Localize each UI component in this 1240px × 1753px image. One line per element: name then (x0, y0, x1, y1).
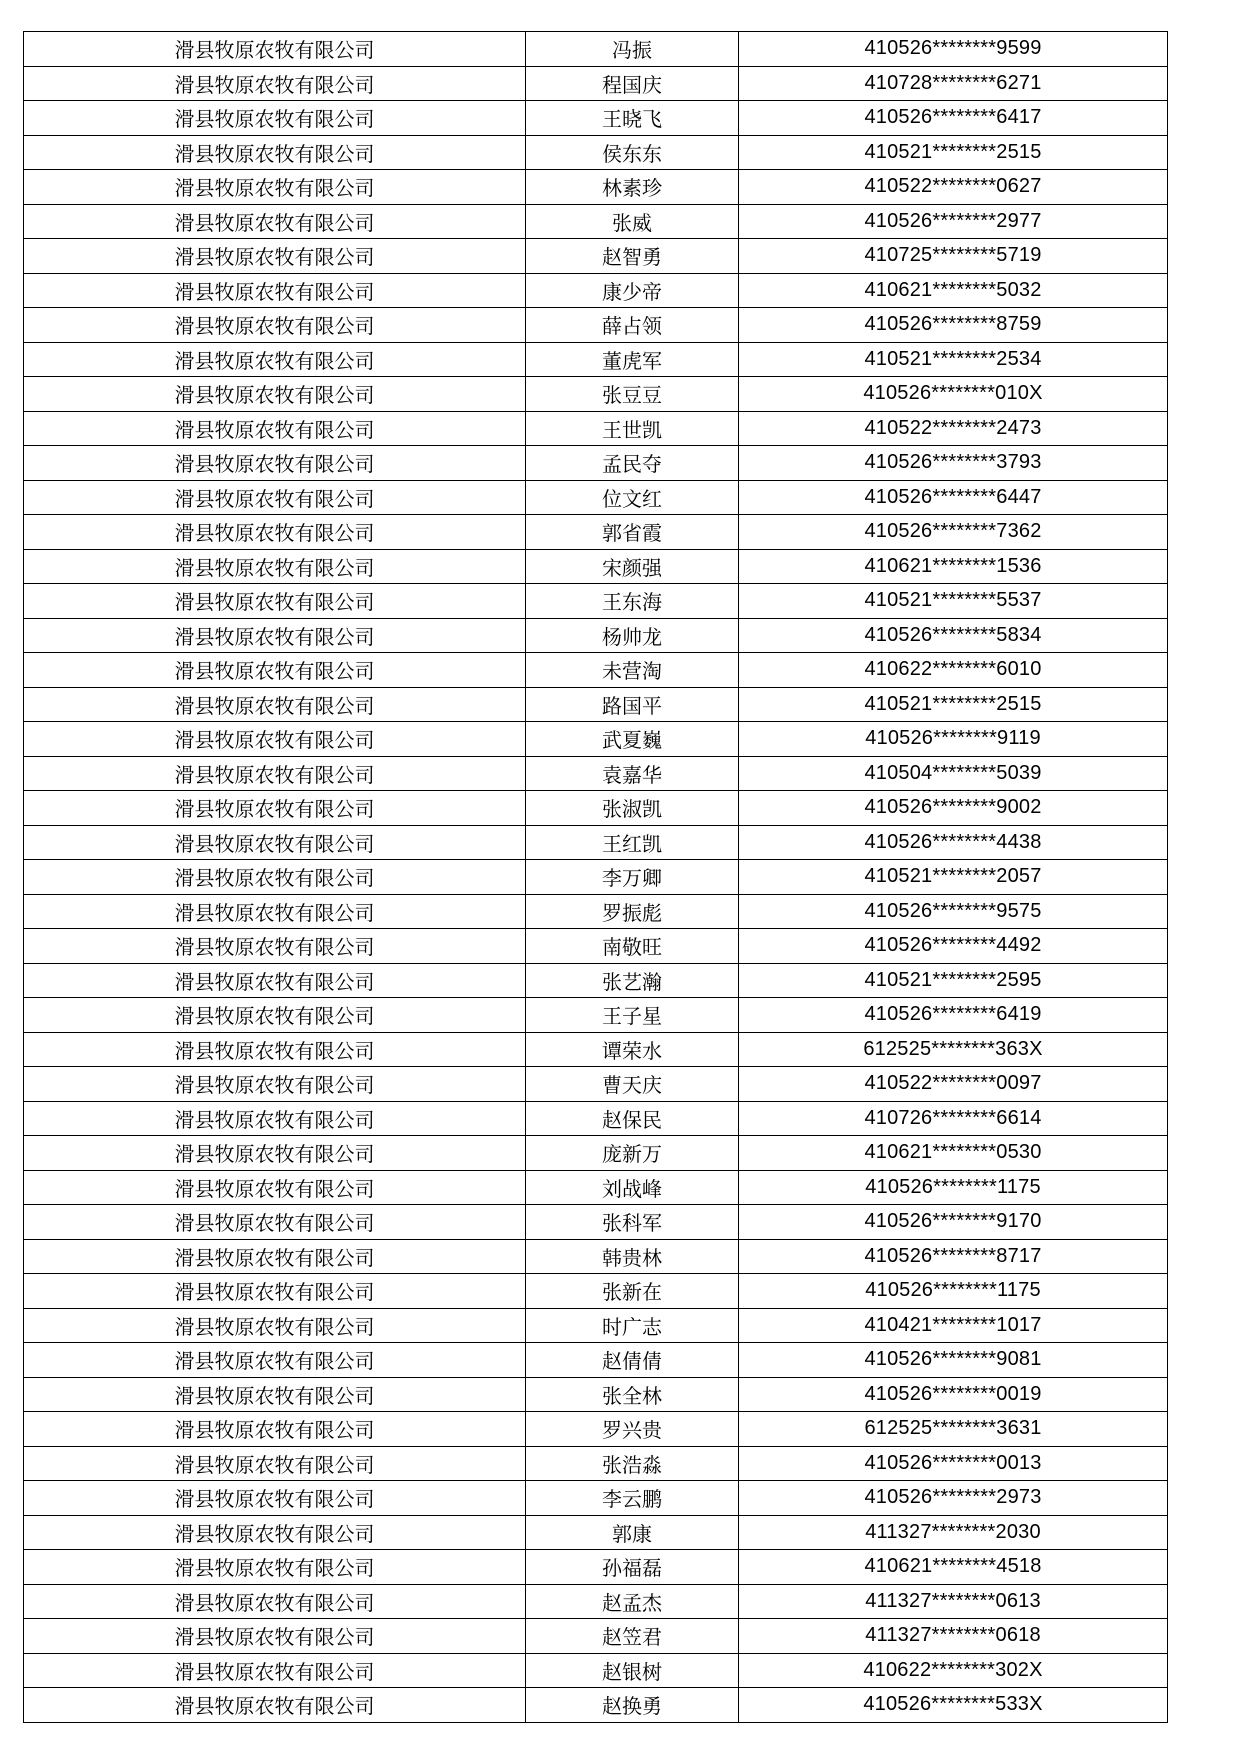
company-cell: 滑县牧原农牧有限公司 (24, 929, 526, 964)
table-row (24, 963, 1168, 998)
table-row (24, 101, 1168, 136)
company-cell: 滑县牧原农牧有限公司 (24, 1688, 526, 1723)
table-row (24, 1136, 1168, 1171)
id-number-cell: 410504********5039 (739, 756, 1168, 791)
table-row (24, 618, 1168, 653)
id-number-cell: 410622********6010 (739, 653, 1168, 688)
id-number-cell: 410526********2973 (739, 1481, 1168, 1516)
table-row (24, 239, 1168, 274)
company-cell: 滑县牧原农牧有限公司 (24, 1584, 526, 1619)
company-cell: 滑县牧原农牧有限公司 (24, 1274, 526, 1309)
company-cell: 滑县牧原农牧有限公司 (24, 411, 526, 446)
company-cell: 滑县牧原农牧有限公司 (24, 32, 526, 67)
person-name-cell: 董虎军 (526, 342, 739, 377)
id-number-cell: 410526********9081 (739, 1343, 1168, 1378)
company-cell: 滑县牧原农牧有限公司 (24, 1136, 526, 1171)
person-name-cell: 冯振 (526, 32, 739, 67)
person-name-cell: 赵智勇 (526, 239, 739, 274)
id-number-cell: 410526********1175 (739, 1274, 1168, 1309)
id-number-cell: 410621********4518 (739, 1550, 1168, 1585)
person-name-cell: 王晓飞 (526, 101, 739, 136)
id-number-cell: 410526********9170 (739, 1205, 1168, 1240)
table-row (24, 756, 1168, 791)
person-name-cell: 韩贵林 (526, 1239, 739, 1274)
table-row (24, 998, 1168, 1033)
person-name-cell: 张淑凯 (526, 791, 739, 826)
id-number-cell: 410522********2473 (739, 411, 1168, 446)
id-number-cell: 410521********2595 (739, 963, 1168, 998)
person-name-cell: 王子星 (526, 998, 739, 1033)
person-name-cell: 赵笠君 (526, 1619, 739, 1654)
table-row (24, 1274, 1168, 1309)
person-name-cell: 杨帅龙 (526, 618, 739, 653)
table-row (24, 1653, 1168, 1688)
person-name-cell: 张威 (526, 204, 739, 239)
id-number-cell: 410526********9119 (739, 722, 1168, 757)
person-name-cell: 李云鹏 (526, 1481, 739, 1516)
roster-table-body (24, 32, 1168, 1723)
table-row (24, 1239, 1168, 1274)
table-row (24, 1032, 1168, 1067)
table-row (24, 446, 1168, 481)
person-name-cell: 孙福磊 (526, 1550, 739, 1585)
id-number-cell: 410725********5719 (739, 239, 1168, 274)
company-cell: 滑县牧原农牧有限公司 (24, 1653, 526, 1688)
company-cell: 滑县牧原农牧有限公司 (24, 1619, 526, 1654)
person-name-cell: 孟民夺 (526, 446, 739, 481)
table-row (24, 135, 1168, 170)
table-row (24, 1343, 1168, 1378)
table-row (24, 825, 1168, 860)
person-name-cell: 王世凯 (526, 411, 739, 446)
company-cell: 滑县牧原农牧有限公司 (24, 653, 526, 688)
id-number-cell: 410621********1536 (739, 549, 1168, 584)
company-cell: 滑县牧原农牧有限公司 (24, 825, 526, 860)
table-row (24, 1515, 1168, 1550)
person-name-cell: 李万卿 (526, 860, 739, 895)
table-row (24, 1067, 1168, 1102)
table-row (24, 170, 1168, 205)
company-cell: 滑县牧原农牧有限公司 (24, 791, 526, 826)
company-cell: 滑县牧原农牧有限公司 (24, 860, 526, 895)
table-row (24, 1584, 1168, 1619)
id-number-cell: 410526********0013 (739, 1446, 1168, 1481)
id-number-cell: 410421********1017 (739, 1308, 1168, 1343)
person-name-cell: 张艺瀚 (526, 963, 739, 998)
person-name-cell: 张浩淼 (526, 1446, 739, 1481)
company-cell: 滑县牧原农牧有限公司 (24, 170, 526, 205)
roster-table (23, 31, 1168, 1723)
id-number-cell: 410526********4492 (739, 929, 1168, 964)
id-number-cell: 410526********6417 (739, 101, 1168, 136)
person-name-cell: 赵孟杰 (526, 1584, 739, 1619)
id-number-cell: 410526********2977 (739, 204, 1168, 239)
person-name-cell: 薛占领 (526, 308, 739, 343)
company-cell: 滑县牧原农牧有限公司 (24, 1481, 526, 1516)
table-row (24, 1170, 1168, 1205)
person-name-cell: 南敬旺 (526, 929, 739, 964)
company-cell: 滑县牧原农牧有限公司 (24, 1101, 526, 1136)
id-number-cell: 410726********6614 (739, 1101, 1168, 1136)
company-cell: 滑县牧原农牧有限公司 (24, 1308, 526, 1343)
table-row (24, 66, 1168, 101)
table-row (24, 1205, 1168, 1240)
id-number-cell: 410526********5834 (739, 618, 1168, 653)
table-row (24, 273, 1168, 308)
person-name-cell: 路国平 (526, 687, 739, 722)
id-number-cell: 410526********9599 (739, 32, 1168, 67)
company-cell: 滑县牧原农牧有限公司 (24, 549, 526, 584)
table-row (24, 1101, 1168, 1136)
person-name-cell: 张豆豆 (526, 377, 739, 412)
table-row (24, 860, 1168, 895)
company-cell: 滑县牧原农牧有限公司 (24, 894, 526, 929)
id-number-cell: 410526********9575 (739, 894, 1168, 929)
table-row (24, 722, 1168, 757)
company-cell: 滑县牧原农牧有限公司 (24, 204, 526, 239)
person-name-cell: 赵换勇 (526, 1688, 739, 1723)
company-cell: 滑县牧原农牧有限公司 (24, 135, 526, 170)
company-cell: 滑县牧原农牧有限公司 (24, 515, 526, 550)
company-cell: 滑县牧原农牧有限公司 (24, 584, 526, 619)
person-name-cell: 程国庆 (526, 66, 739, 101)
person-name-cell: 罗兴贵 (526, 1412, 739, 1447)
id-number-cell: 410526********4438 (739, 825, 1168, 860)
company-cell: 滑县牧原农牧有限公司 (24, 963, 526, 998)
company-cell: 滑县牧原农牧有限公司 (24, 1170, 526, 1205)
id-number-cell: 410522********0097 (739, 1067, 1168, 1102)
table-row (24, 791, 1168, 826)
table-row (24, 32, 1168, 67)
id-number-cell: 410728********6271 (739, 66, 1168, 101)
company-cell: 滑县牧原农牧有限公司 (24, 998, 526, 1033)
person-name-cell: 庞新万 (526, 1136, 739, 1171)
company-cell: 滑县牧原农牧有限公司 (24, 1032, 526, 1067)
person-name-cell: 林素珍 (526, 170, 739, 205)
person-name-cell: 武夏巍 (526, 722, 739, 757)
id-number-cell: 410526********6447 (739, 480, 1168, 515)
id-number-cell: 410526********9002 (739, 791, 1168, 826)
table-row (24, 411, 1168, 446)
table-row (24, 1619, 1168, 1654)
person-name-cell: 侯东东 (526, 135, 739, 170)
id-number-cell: 410621********5032 (739, 273, 1168, 308)
person-name-cell: 康少帝 (526, 273, 739, 308)
id-number-cell: 410522********0627 (739, 170, 1168, 205)
person-name-cell: 张全林 (526, 1377, 739, 1412)
id-number-cell: 411327********0618 (739, 1619, 1168, 1654)
person-name-cell: 王红凯 (526, 825, 739, 860)
id-number-cell: 410521********2057 (739, 860, 1168, 895)
table-row (24, 653, 1168, 688)
person-name-cell: 赵倩倩 (526, 1343, 739, 1378)
person-name-cell: 罗振彪 (526, 894, 739, 929)
id-number-cell: 612525********3631 (739, 1412, 1168, 1447)
table-row (24, 480, 1168, 515)
id-number-cell: 410621********0530 (739, 1136, 1168, 1171)
id-number-cell: 410526********3793 (739, 446, 1168, 481)
company-cell: 滑县牧原农牧有限公司 (24, 1205, 526, 1240)
table-row (24, 204, 1168, 239)
id-number-cell: 410526********8759 (739, 308, 1168, 343)
person-name-cell: 赵保民 (526, 1101, 739, 1136)
table-row (24, 1446, 1168, 1481)
id-number-cell: 410526********1175 (739, 1170, 1168, 1205)
id-number-cell: 410526********6419 (739, 998, 1168, 1033)
company-cell: 滑县牧原农牧有限公司 (24, 722, 526, 757)
company-cell: 滑县牧原农牧有限公司 (24, 1377, 526, 1412)
company-cell: 滑县牧原农牧有限公司 (24, 1343, 526, 1378)
table-row (24, 308, 1168, 343)
person-name-cell: 张新在 (526, 1274, 739, 1309)
table-row (24, 377, 1168, 412)
id-number-cell: 410526********010X (739, 377, 1168, 412)
id-number-cell: 410521********5537 (739, 584, 1168, 619)
person-name-cell: 宋颜强 (526, 549, 739, 584)
company-cell: 滑县牧原农牧有限公司 (24, 446, 526, 481)
table-row (24, 1688, 1168, 1723)
person-name-cell: 王东海 (526, 584, 739, 619)
roster-sheet (23, 31, 1164, 1723)
person-name-cell: 曹天庆 (526, 1067, 739, 1102)
company-cell: 滑县牧原农牧有限公司 (24, 618, 526, 653)
company-cell: 滑县牧原农牧有限公司 (24, 342, 526, 377)
person-name-cell: 袁嘉华 (526, 756, 739, 791)
id-number-cell: 410526********7362 (739, 515, 1168, 550)
id-number-cell: 410526********0019 (739, 1377, 1168, 1412)
id-number-cell: 410521********2515 (739, 687, 1168, 722)
id-number-cell: 612525********363X (739, 1032, 1168, 1067)
company-cell: 滑县牧原农牧有限公司 (24, 756, 526, 791)
id-number-cell: 410526********8717 (739, 1239, 1168, 1274)
table-row (24, 584, 1168, 619)
company-cell: 滑县牧原农牧有限公司 (24, 377, 526, 412)
table-row (24, 1550, 1168, 1585)
company-cell: 滑县牧原农牧有限公司 (24, 1412, 526, 1447)
person-name-cell: 赵银树 (526, 1653, 739, 1688)
table-row (24, 929, 1168, 964)
table-row (24, 1308, 1168, 1343)
person-name-cell: 郭省霞 (526, 515, 739, 550)
person-name-cell: 刘战峰 (526, 1170, 739, 1205)
person-name-cell: 未营淘 (526, 653, 739, 688)
id-number-cell: 410526********533X (739, 1688, 1168, 1723)
company-cell: 滑县牧原农牧有限公司 (24, 1067, 526, 1102)
table-row (24, 894, 1168, 929)
company-cell: 滑县牧原农牧有限公司 (24, 1515, 526, 1550)
table-row (24, 549, 1168, 584)
person-name-cell: 张科军 (526, 1205, 739, 1240)
company-cell: 滑县牧原农牧有限公司 (24, 1239, 526, 1274)
company-cell: 滑县牧原农牧有限公司 (24, 1550, 526, 1585)
person-name-cell: 谭荣水 (526, 1032, 739, 1067)
company-cell: 滑县牧原农牧有限公司 (24, 66, 526, 101)
id-number-cell: 410622********302X (739, 1653, 1168, 1688)
table-row (24, 687, 1168, 722)
company-cell: 滑县牧原农牧有限公司 (24, 239, 526, 274)
table-row (24, 1377, 1168, 1412)
person-name-cell: 时广志 (526, 1308, 739, 1343)
id-number-cell: 410521********2534 (739, 342, 1168, 377)
company-cell: 滑县牧原农牧有限公司 (24, 1446, 526, 1481)
table-row (24, 515, 1168, 550)
person-name-cell: 位文红 (526, 480, 739, 515)
id-number-cell: 410521********2515 (739, 135, 1168, 170)
company-cell: 滑县牧原农牧有限公司 (24, 101, 526, 136)
person-name-cell: 郭康 (526, 1515, 739, 1550)
company-cell: 滑县牧原农牧有限公司 (24, 480, 526, 515)
company-cell: 滑县牧原农牧有限公司 (24, 308, 526, 343)
id-number-cell: 411327********0613 (739, 1584, 1168, 1619)
id-number-cell: 411327********2030 (739, 1515, 1168, 1550)
table-row (24, 1481, 1168, 1516)
company-cell: 滑县牧原农牧有限公司 (24, 273, 526, 308)
table-row (24, 342, 1168, 377)
table-row (24, 1412, 1168, 1447)
company-cell: 滑县牧原农牧有限公司 (24, 687, 526, 722)
